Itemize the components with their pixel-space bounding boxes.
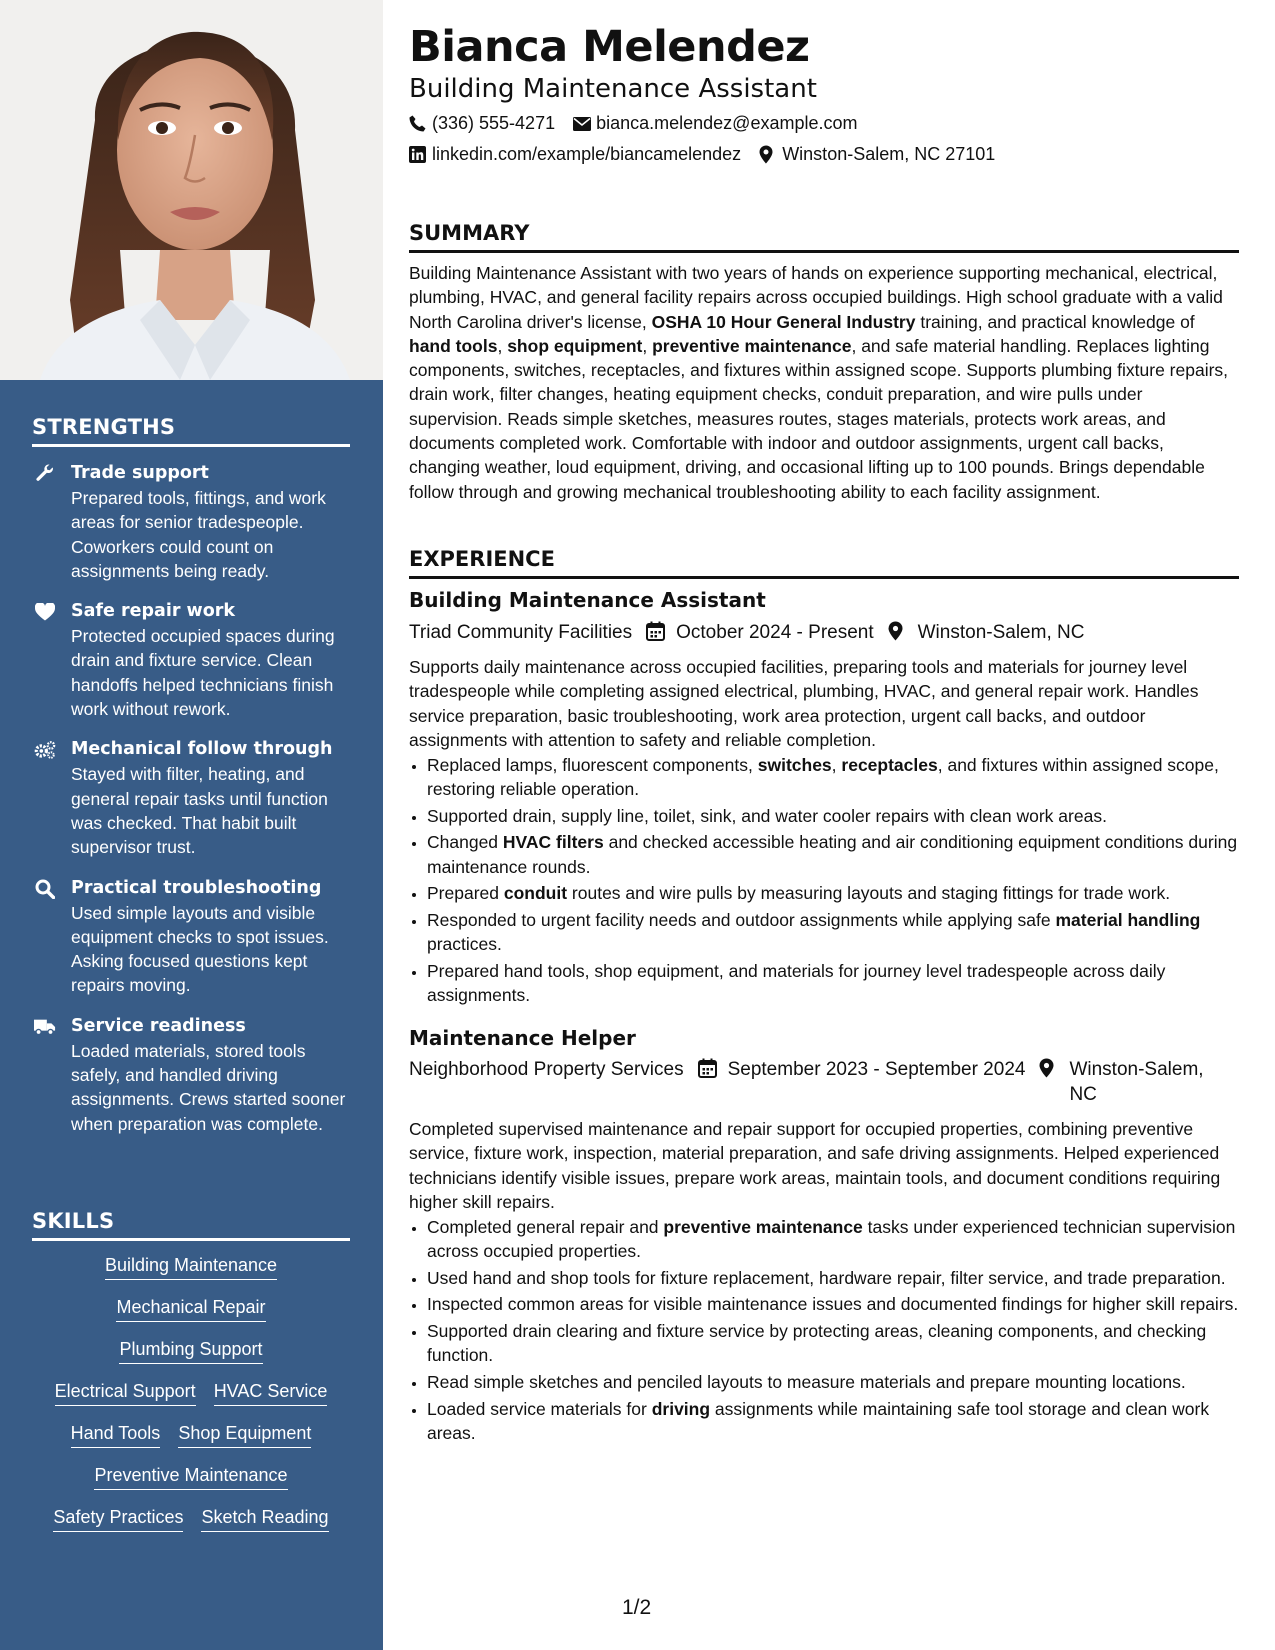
truck-icon <box>34 1016 56 1038</box>
company-name: Triad Community Facilities <box>409 622 633 643</box>
job-meta <box>409 1057 1239 1107</box>
bullet-text: Completed general repair and <box>427 1217 664 1237</box>
summary-text-part: , <box>642 335 653 356</box>
bullet-emphasis: receptacles <box>841 755 938 775</box>
dates-text: September 2023 - September 2024 <box>727 1059 1026 1080</box>
bullet-text: Inspected common areas for visible maintenance issues and documented findings for higher skill repairs. <box>427 1294 1239 1315</box>
phone-icon <box>409 115 427 133</box>
summary-emphasis: hand tools <box>409 335 498 356</box>
bullet-text: tasks under experienced technician supervision across occupied properties. <box>427 1217 1236 1262</box>
summary-emphasis: preventive maintenance <box>652 335 852 356</box>
bullet-text: Used hand and shop tools for fixture replacement, hardware repair, filter service, and trade preparation. <box>427 1267 1226 1288</box>
bullet-emphasis: driving <box>651 1398 711 1419</box>
portrait-illustration <box>0 0 383 380</box>
strength-item <box>32 461 350 583</box>
experience-heading: EXPERIENCE <box>409 547 1239 579</box>
gears-icon <box>34 739 56 761</box>
strength-title: Service readiness <box>71 1015 246 1036</box>
job-meta <box>409 620 1239 645</box>
bullet-emphasis: HVAC filters <box>502 832 604 853</box>
job-bullets <box>409 753 1257 1010</box>
phone-contact[interactable] <box>409 113 555 134</box>
calendar-icon <box>698 1057 718 1079</box>
bullet-item <box>427 804 1257 828</box>
search-icon <box>34 878 56 900</box>
job-bullets <box>409 1215 1257 1447</box>
bullet-text: Read simple sketches and penciled layouts to measure materials and prepare mounting locations. <box>427 1371 1186 1392</box>
strength-description: Used simple layouts and visible equipment checks to spot issues. Asking focused questions kept repairs moving. <box>71 902 329 996</box>
contact-row <box>409 144 1013 165</box>
skills-heading: SKILLS <box>32 1209 350 1241</box>
bullet-item <box>427 1397 1257 1446</box>
location-text: Winston-Salem, NC 27101 <box>782 144 996 164</box>
bullet-item <box>427 1319 1257 1368</box>
strength-title: Practical troubleshooting <box>71 877 322 898</box>
sidebar <box>0 0 383 1650</box>
dates-text: October 2024 - Present <box>676 622 874 643</box>
skill-tag: Mechanical Repair <box>116 1295 265 1322</box>
job-description: Supports daily maintenance across occupied facilities, preparing tools and materials for journey level tradespeople while completing assigned electrical, plumbing, HVAC, and general repair work. Handles service preparation, basic troubleshooting, work area protection, urgent call backs, and outdoor assignments with attention to safety and reliable completion. <box>409 657 1199 750</box>
summary-text-part: training, and practical knowledge of <box>915 311 1195 332</box>
summary-emphasis: shop equipment <box>507 335 643 356</box>
bullet-item <box>427 830 1257 879</box>
bullet-item <box>427 753 1257 802</box>
job-description: Completed supervised maintenance and repair support for occupied properties, combining preventive service, fixture work, inspection, material preparation, and safe driving assignments. Helped experienced technicians identify visible issues, prepare work areas, maintain tools, and document conditions requiring higher skill repairs. <box>409 1119 1221 1212</box>
strength-title: Mechanical follow through <box>71 739 333 760</box>
bullet-item <box>427 908 1257 957</box>
strength-description: Protected occupied spaces during drain and fixture service. Clean handoffs helped technicians finish work without rework. <box>71 626 335 720</box>
strengths-heading: STRENGTHS <box>32 415 350 447</box>
job-location <box>1039 1057 1209 1107</box>
linkedin-text: linkedin.com/example/biancamelendez <box>432 144 742 164</box>
bullet-text: Prepared <box>427 883 504 904</box>
summary-heading: SUMMARY <box>409 221 1239 253</box>
strength-title: Trade support <box>71 463 209 483</box>
bullet-emphasis: conduit <box>503 883 568 904</box>
strength-description: Loaded materials, stored tools safely, and handled driving assignments. Crews started sooner when preparation was complete. <box>71 1040 346 1134</box>
bullet-emphasis: switches <box>757 755 832 775</box>
map-pin-icon <box>888 620 908 642</box>
bullet-item <box>427 1266 1257 1290</box>
bullet-text: , and fixtures within assigned scope, restoring reliable operation. <box>427 755 1219 800</box>
skills-section <box>32 1209 350 1547</box>
skills-list <box>32 1253 350 1532</box>
job-title: Maintenance Helper <box>409 1026 636 1050</box>
strength-item <box>32 599 350 721</box>
email-text: bianca.melendez@example.com <box>596 113 858 133</box>
skill-tag: Sketch Reading <box>201 1505 328 1532</box>
bullet-text: Loaded service materials for <box>427 1398 652 1419</box>
candidate-headline: Building Maintenance Assistant <box>409 74 817 104</box>
skill-tag: Building Maintenance <box>105 1253 277 1280</box>
bullet-emphasis: material handling <box>1055 909 1201 930</box>
linkedin-icon <box>409 146 427 164</box>
strength-title: Safe repair work <box>71 601 236 622</box>
skill-tag: HVAC Service <box>214 1379 328 1406</box>
summary-text-part: Building Maintenance Assistant with two years of hands on experience supporting mechanical, electrical, plumbing, HVAC, and general facility repairs across occupied buildings. High school graduate with a valid North Carolina driver's license, <box>409 263 1223 332</box>
summary-text <box>409 261 1239 504</box>
heart-icon <box>34 601 56 623</box>
strengths-section <box>32 415 350 1136</box>
bullet-text: and checked accessible heating and air conditioning equipment conditions during maintenance rounds. <box>427 832 1238 877</box>
email-contact[interactable] <box>573 113 857 134</box>
strength-item <box>32 737 350 859</box>
bullet-item <box>427 1370 1257 1394</box>
strength-item <box>32 876 350 998</box>
bullet-text: Responded to urgent facility needs and outdoor assignments while applying safe <box>427 909 1056 930</box>
bullet-text: , <box>831 755 842 775</box>
bullet-text: assignments while maintaining safe tool storage and clean work areas. <box>427 1398 1210 1443</box>
page-number: 1/2 <box>622 1596 652 1619</box>
map-pin-icon <box>1039 1057 1059 1079</box>
bullet-item <box>427 881 1257 905</box>
bullet-item <box>427 1292 1257 1316</box>
bullet-text: routes and wire pulls by measuring layouts and staging fittings for trade work. <box>567 883 1171 904</box>
company-name: Neighborhood Property Services <box>409 1059 684 1080</box>
job-title: Building Maintenance Assistant <box>409 588 766 612</box>
contact-row <box>409 113 876 134</box>
calendar-icon <box>646 620 666 642</box>
skill-tag: Hand Tools <box>71 1421 161 1448</box>
bullet-text: practices. <box>427 934 502 955</box>
wrench-icon <box>34 463 56 485</box>
envelope-icon <box>573 115 591 133</box>
bullet-text: Supported drain, supply line, toilet, sink, and water cooler repairs with clean work areas. <box>427 805 1107 826</box>
skill-tag: Preventive Maintenance <box>94 1463 287 1490</box>
bullet-text: Prepared hand tools, shop equipment, and materials for journey level tradespeople across daily assignments. <box>427 960 1166 1006</box>
map-pin-icon <box>759 146 777 164</box>
strength-description: Stayed with filter, heating, and general repair tasks until function was checked. That habit built supervisor trust. <box>71 764 328 858</box>
strength-item <box>32 1014 350 1136</box>
location-text: Winston-Salem, NC <box>917 622 1085 643</box>
skill-tag: Plumbing Support <box>119 1337 262 1364</box>
summary-text-part: , <box>497 335 508 356</box>
location-text: Winston-Salem, NC <box>1069 1059 1204 1105</box>
bullet-emphasis: preventive maintenance <box>663 1217 863 1237</box>
phone-text: (336) 555-4271 <box>432 113 556 133</box>
bullet-item <box>427 1215 1257 1264</box>
bullet-item <box>427 959 1257 1008</box>
profile-photo <box>0 0 383 380</box>
bullet-text: Replaced lamps, fluorescent components, <box>427 755 758 775</box>
skill-tag: Shop Equipment <box>178 1421 311 1448</box>
summary-text-part: , and safe material handling. Replaces lighting components, switches, receptacles, and fixtures within assigned scope. Supports plumbing fixture repairs, drain work, filter changes, heating equipment checks, conduit preparation, and wire pulls under supervision. Reads simple sketches, measures routes, stages materials, protects work areas, and documents completed work. Comfortable with indoor and outdoor assignments, urgent call backs, changing weather, loud equipment, driving, and occasional lifting up to 100 pounds. Brings dependable follow through and growing mechanical troubleshooting ability to each facility assignment. <box>409 335 1229 502</box>
candidate-name: Bianca Melendez <box>409 22 810 72</box>
job-dates <box>698 1057 1026 1082</box>
linkedin-contact[interactable] <box>409 144 741 165</box>
bullet-text: Supported drain clearing and fixture service by protecting areas, cleaning components, and checking function. <box>427 1321 1207 1366</box>
job-dates <box>646 620 874 645</box>
strength-description: Prepared tools, fittings, and work areas for senior tradespeople. Coworkers could count on assignments being ready. <box>71 488 326 581</box>
bullet-text: Changed <box>427 832 503 853</box>
skill-tag: Electrical Support <box>55 1379 196 1406</box>
summary-emphasis: OSHA 10 Hour General Industry <box>651 311 916 332</box>
job-location <box>888 620 1085 645</box>
skill-tag: Safety Practices <box>53 1505 183 1532</box>
location-contact <box>759 144 995 165</box>
